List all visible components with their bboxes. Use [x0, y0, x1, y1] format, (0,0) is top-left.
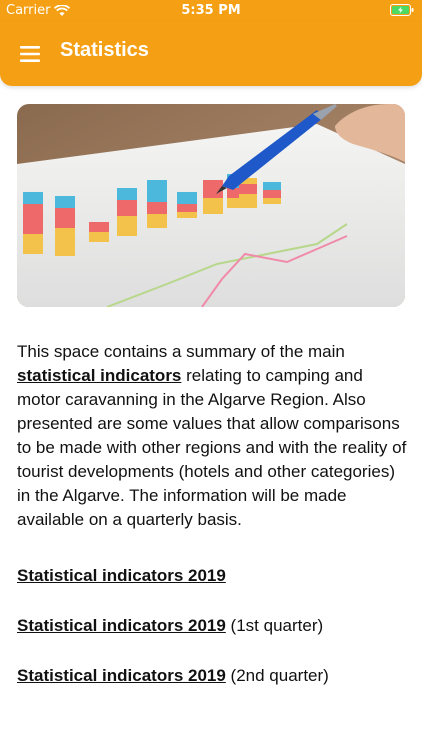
- clock: 5:35 PM: [181, 3, 241, 18]
- statistical-indicators-2019-link[interactable]: Statistical indicators 2019: [17, 566, 226, 585]
- battery-icon: [390, 4, 414, 20]
- statistical-indicators-link[interactable]: statistical indicators: [17, 366, 182, 385]
- page-title: Statistics: [60, 39, 149, 61]
- link-suffix-q2: (2nd quarter): [225, 666, 329, 685]
- link-suffix-q1: (1st quarter): [225, 616, 324, 635]
- intro-before-link: This space contains a summary of the main: [17, 342, 345, 361]
- app-bar: [0, 22, 422, 86]
- statistical-indicators-2019-q1-link[interactable]: Statistical indicators 2019: [17, 616, 226, 635]
- statistical-indicators-2019-q2-link[interactable]: Statistical indicators 2019: [17, 666, 226, 685]
- content: [17, 340, 409, 688]
- link-row-2019: [17, 564, 409, 588]
- status-bar: [0, 0, 422, 22]
- hamburger-menu-icon: [12, 36, 48, 72]
- intro-paragraph: [17, 340, 409, 532]
- menu-button[interactable]: [12, 36, 48, 72]
- hero-image: [17, 104, 405, 307]
- link-row-2019-q1: [17, 614, 409, 638]
- link-row-2019-q2: [17, 664, 409, 688]
- carrier-text: Carrier: [6, 3, 51, 18]
- intro-after-link: relating to camping and motor caravanning in the Algarve Region. Also presented are some values that allow comparisons to be made with other regions and with the reality of tourist developments (hotels and other categories) in the Algarve. The information will be made available on a quarterly basis.: [17, 366, 407, 529]
